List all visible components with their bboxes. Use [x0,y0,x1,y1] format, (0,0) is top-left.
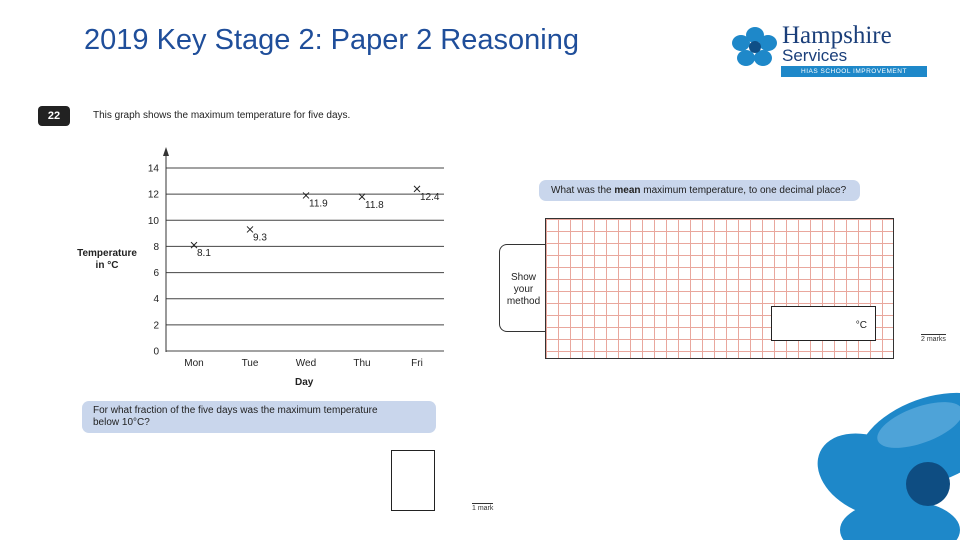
answer-unit: °C [855,320,867,331]
logo-services: Services [782,46,848,65]
y-tick-label: 4 [153,294,159,306]
question-intro: This graph shows the maximum temperature for five days. [93,110,351,121]
x-tick-label: Mon [184,358,204,369]
data-points [191,186,440,259]
y-tick-label: 14 [147,163,159,175]
mean-prompt-after: maximum temperature, to one decimal place? [640,185,847,196]
y-axis-label-line2: in °C [95,260,119,271]
y-axis-label [72,248,142,272]
fraction-prompt-line1: For what fraction of the five days was the maximum temperature [93,405,378,416]
x-tick-label: Thu [353,358,371,369]
fraction-prompt-line2: below 10°C? [93,417,150,428]
method-label-1: Show [510,272,536,283]
y-tick-label: 2 [153,320,159,332]
question-number: 22 [38,106,70,126]
method-label-3: method [506,296,541,307]
x-tick-label: Fri [411,358,423,369]
data-label: 9.3 [253,232,267,244]
y-tick-label: 0 [153,346,159,358]
x-axis-label: Day [295,377,314,388]
marks-mean: 2 marks [921,336,946,343]
y-tick-label: 6 [153,268,159,280]
logo-strap: HIAS SCHOOL IMPROVEMENT [781,66,927,77]
method-label-2: your [513,284,534,295]
data-label: 11.8 [365,199,384,211]
fraction-question-prompt [82,401,436,433]
y-tick-label: 10 [147,215,159,227]
data-label: 8.1 [197,248,211,260]
y-axis-label-line1: Temperature [77,248,137,259]
data-label: 11.9 [309,198,328,210]
x-tick-label: Tue [241,358,259,369]
y-tick-label: 8 [153,241,159,253]
decorative-flower-icon [780,380,960,540]
mean-prompt-before: What was the [551,185,615,196]
x-tick-labels [184,358,423,369]
logo-name: Hampshire [782,22,892,49]
marks-fraction: 1 mark [472,505,494,512]
mean-question-prompt [539,180,860,201]
fraction-answer-box[interactable] [391,450,435,511]
chart-grid [166,168,444,351]
mean-answer-box[interactable] [771,306,876,341]
y-axis-arrow-icon [163,147,169,156]
y-tick-labels [148,164,160,358]
data-label: 12.4 [420,191,440,203]
y-tick-label: 12 [147,189,159,201]
mean-prompt-bold: mean [614,185,641,196]
show-method-tab [499,244,547,332]
slide-title: 2019 Key Stage 2: Paper 2 Reasoning [84,24,579,56]
x-tick-label: Wed [295,358,317,369]
